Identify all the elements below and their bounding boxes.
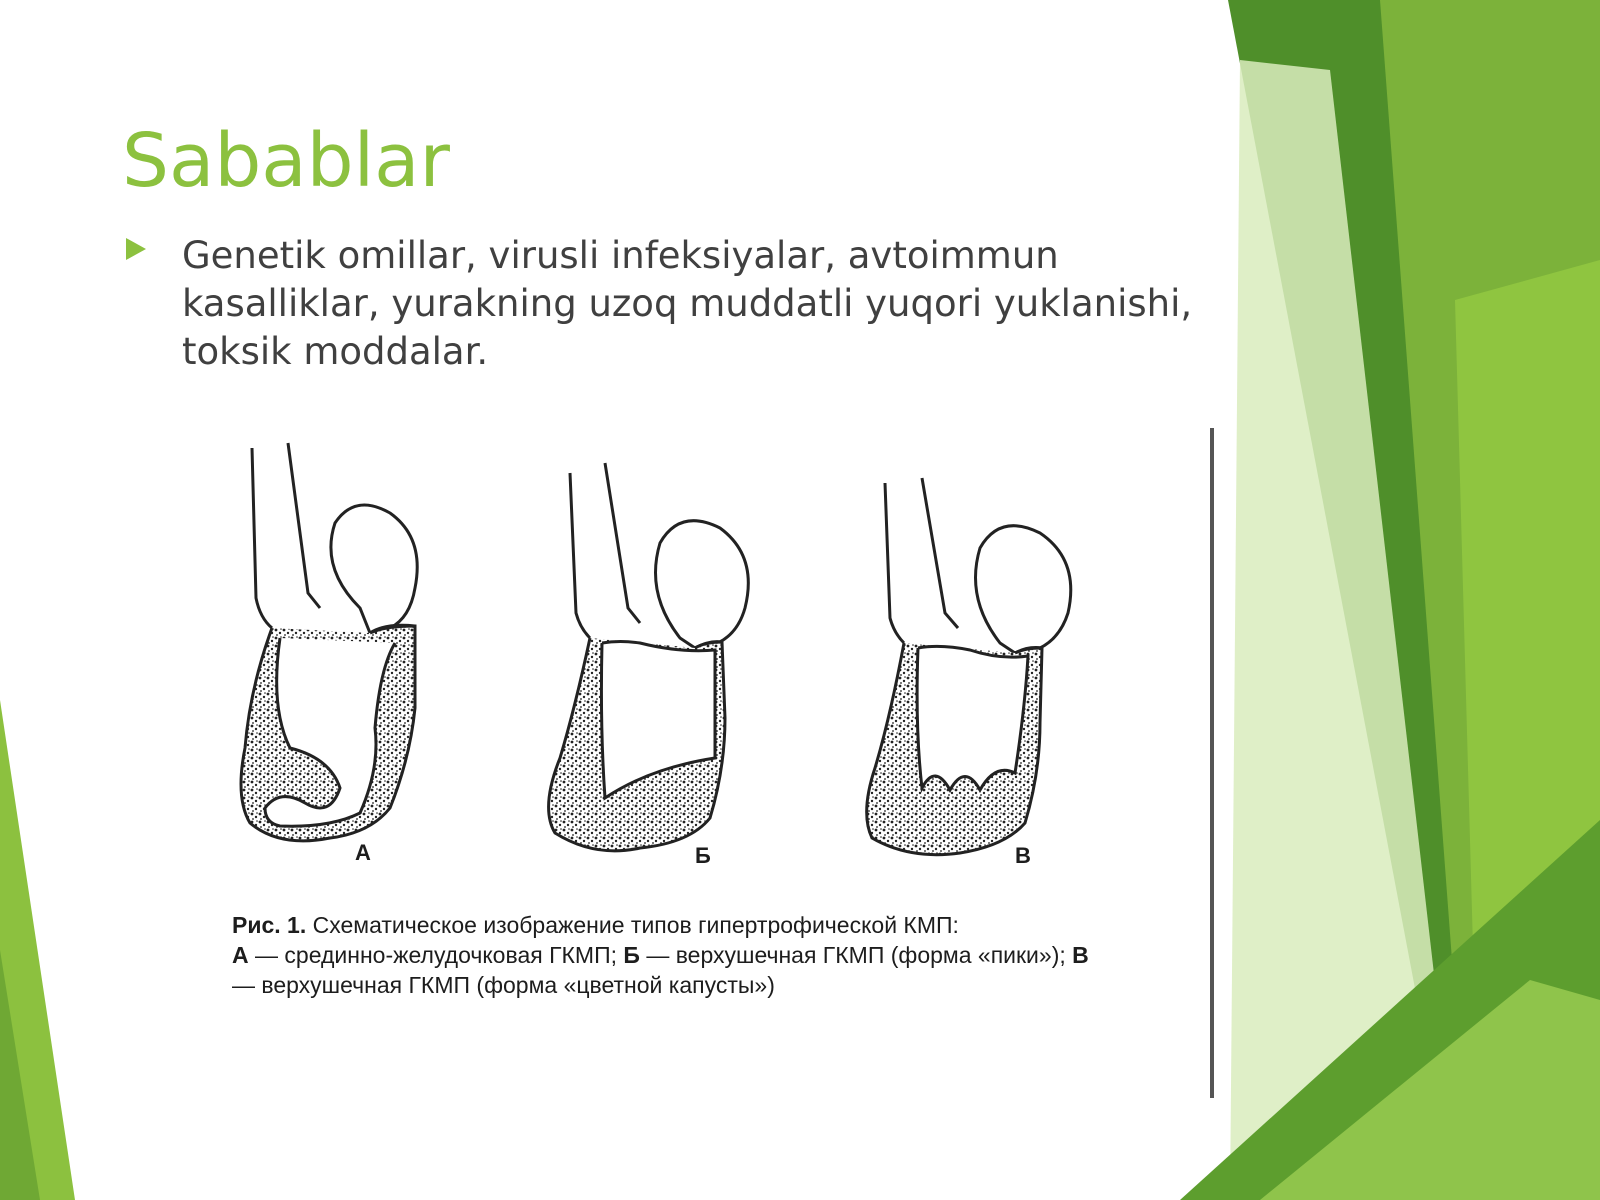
caption-line1: Схематическое изображение типов гипертрофической КМП: [306,912,959,938]
figure-caption [232,910,1112,1000]
figure-label-a: А [355,840,371,865]
figure-label-b: Б [695,843,711,868]
heart-b-drawing [549,463,749,851]
bullet-arrow-icon [126,238,146,260]
figure-border-line [1210,428,1214,1098]
caption-lead: Рис. 1. [232,912,307,938]
bullet-item: Genetik omillar, virusli infeksiyalar, avtoimmun kasalliklar, yurakning uzoq muddatli yuqori yuklanishi, toksik moddalar. [182,234,1193,373]
caption-key-c: В [1072,942,1089,968]
caption-text-c: — верхушечная ГКМП (форма «цветной капусты») [232,972,775,998]
caption-text-b: — верхушечная ГКМП (форма «пики»); [639,942,1073,968]
heart-c-drawing [867,478,1071,855]
figure-label-c: В [1015,843,1031,868]
slide-title: Sabablar [122,118,450,204]
bullet-list [124,232,1214,376]
caption-text-a: — срединно-желудочковая ГКМП; [248,942,624,968]
caption-key-b: Б [623,942,640,968]
caption-key-a: А [232,942,249,968]
heart-a-drawing [241,443,417,841]
